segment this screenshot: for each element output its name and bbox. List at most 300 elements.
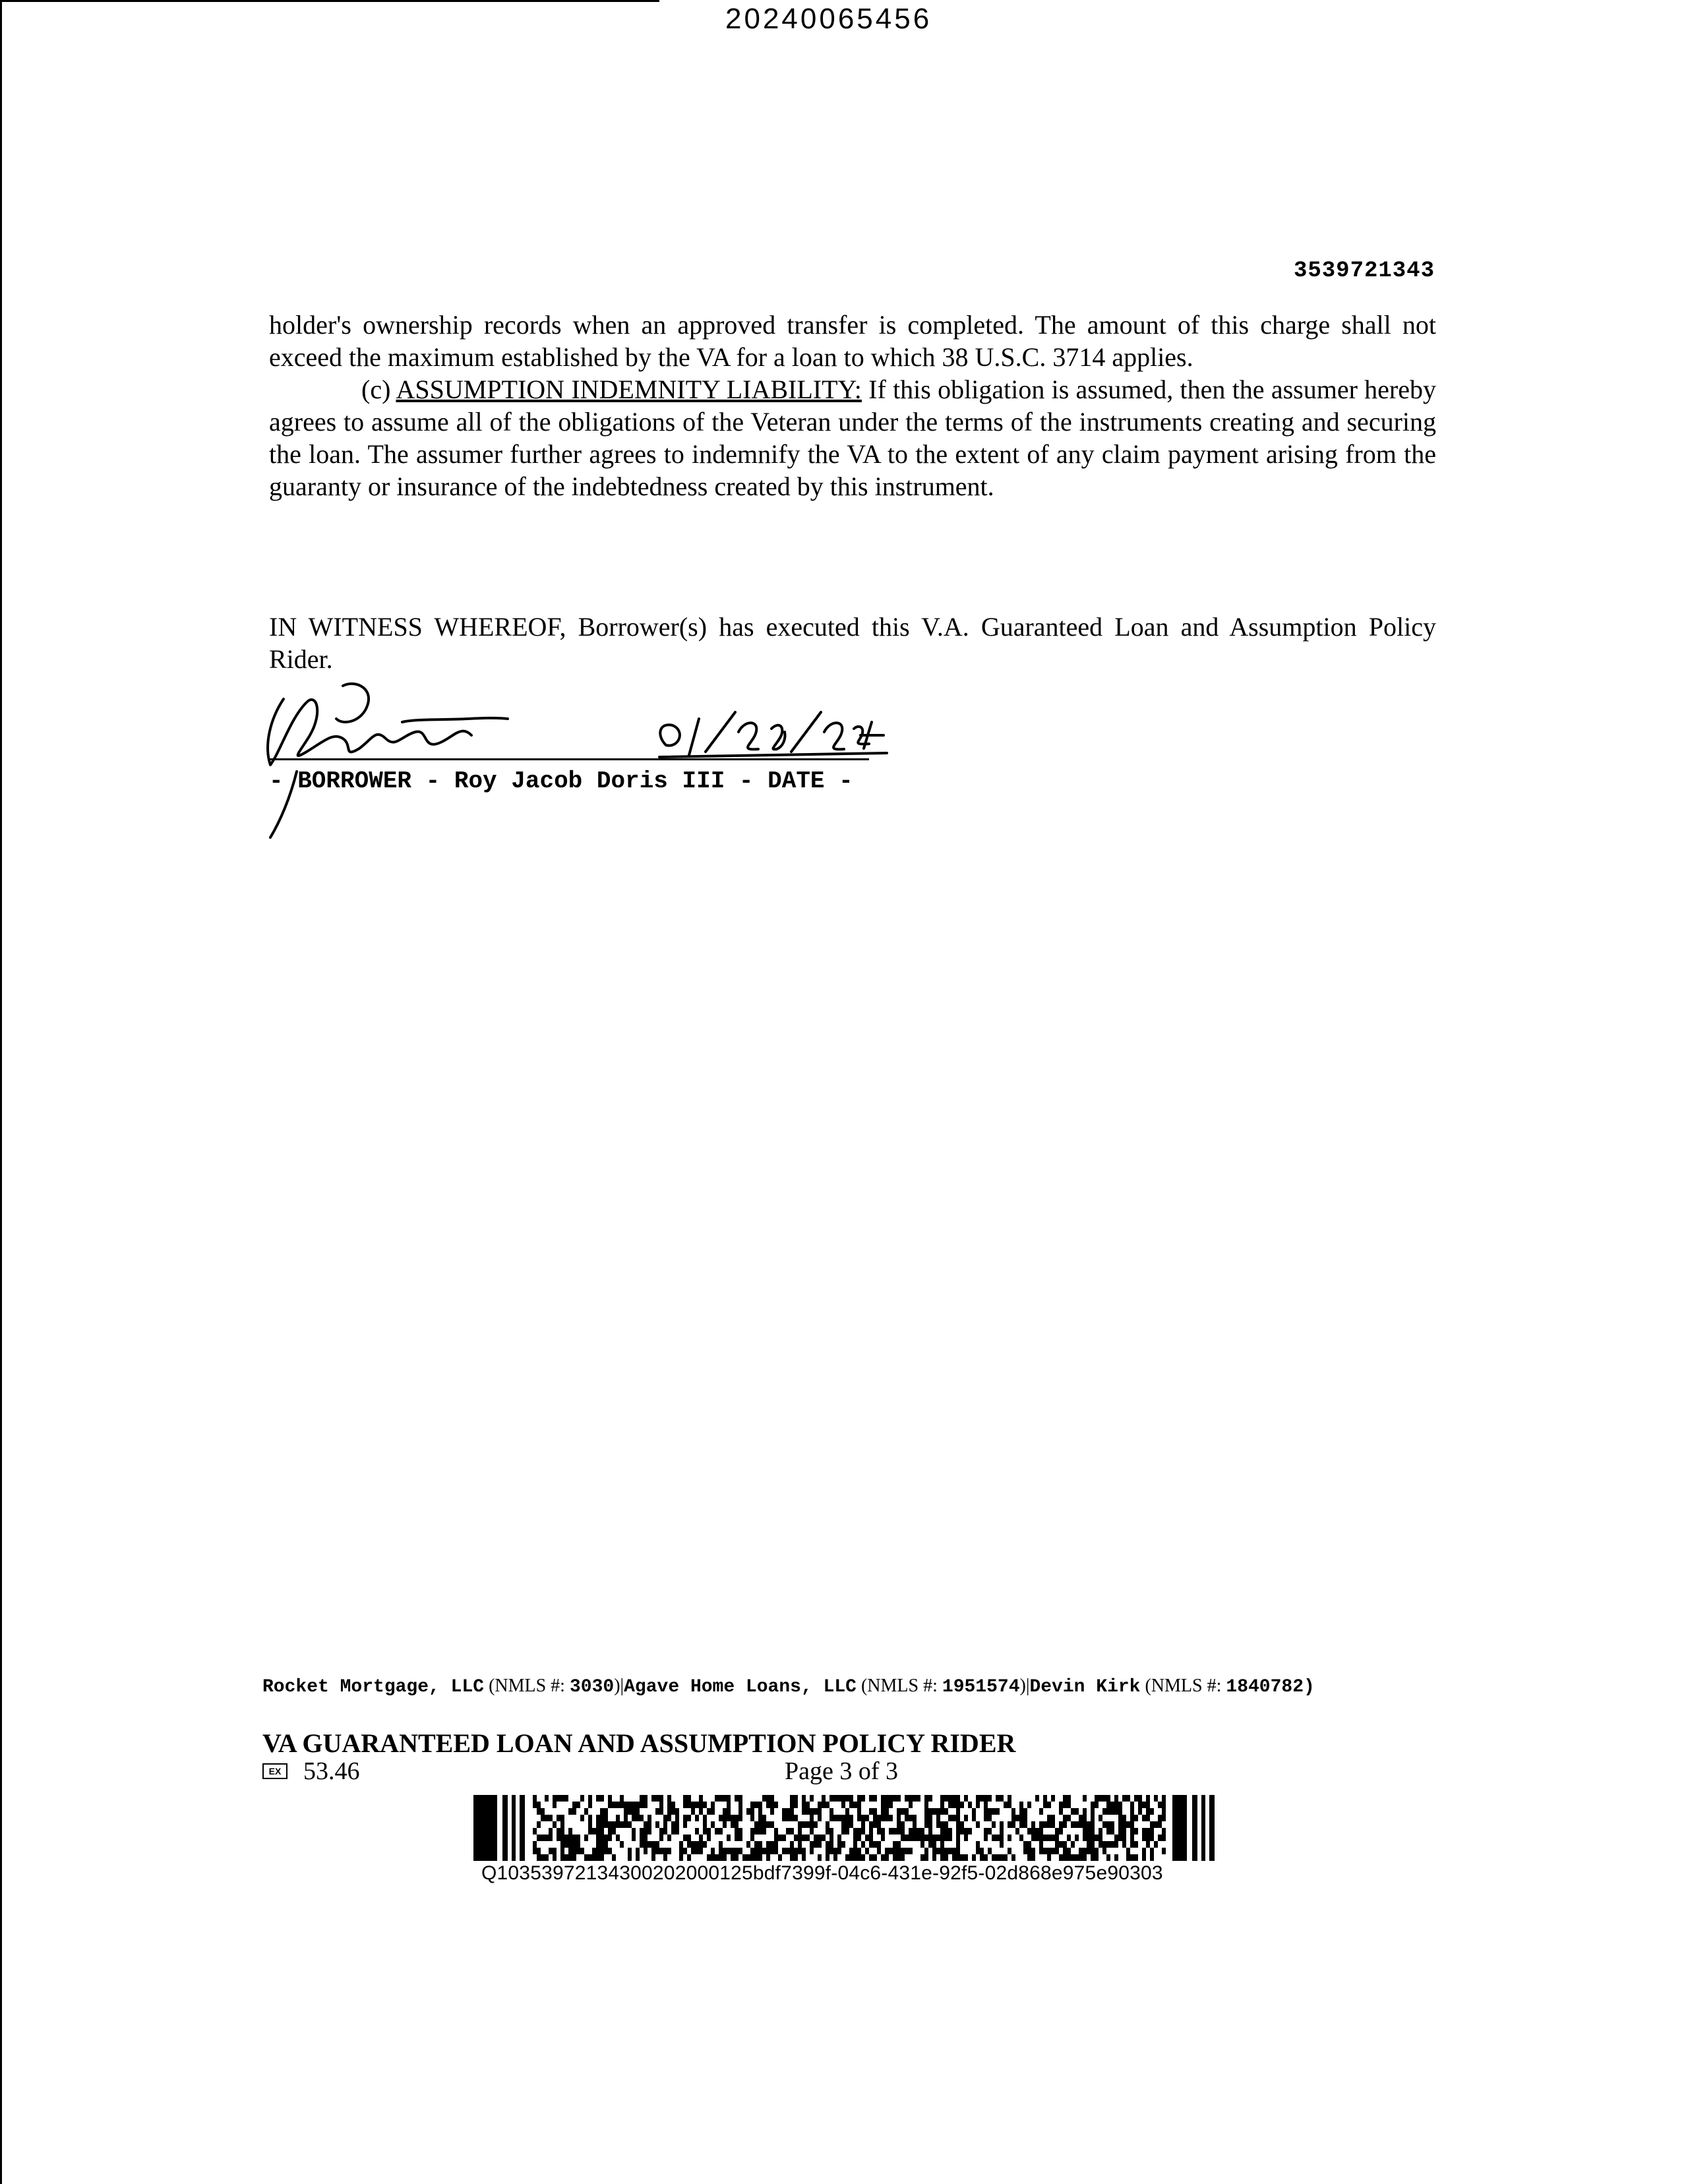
barcode-module (968, 1828, 972, 1835)
barcode-module (893, 1828, 897, 1835)
barcode-module (723, 1848, 727, 1854)
barcode-module (758, 1828, 762, 1835)
barcode-module (960, 1821, 964, 1828)
barcode-module (877, 1821, 881, 1828)
barcode-module (924, 1835, 928, 1841)
barcode-module (952, 1802, 956, 1808)
barcode-module (1110, 1828, 1114, 1835)
barcode-module (865, 1848, 869, 1854)
barcode-module (640, 1828, 644, 1835)
barcode-module (541, 1835, 545, 1841)
barcode-module (984, 1808, 988, 1815)
barcode-module (1023, 1821, 1027, 1828)
barcode-module (794, 1795, 798, 1802)
barcode-module (1059, 1821, 1063, 1828)
barcode-module (667, 1848, 671, 1854)
barcode-module (568, 1854, 572, 1861)
barcode-module (655, 1821, 659, 1828)
barcode-module (1059, 1828, 1063, 1835)
barcode-module (889, 1848, 893, 1854)
barcode-module (782, 1808, 786, 1815)
witness-statement: IN WITNESS WHEREOF, Borrower(s) has executed this V.A. Guaranteed Loan and Assumption Policy Rider. (269, 612, 1436, 674)
barcode-module (992, 1821, 996, 1828)
barcode-module (572, 1841, 576, 1848)
barcode-module (1142, 1854, 1146, 1861)
barcode-module (810, 1821, 814, 1828)
barcode-module (557, 1835, 560, 1841)
nmls-close: ) (1304, 1677, 1315, 1697)
barcode-module (956, 1821, 960, 1828)
barcode-module (719, 1848, 723, 1854)
barcode-module (1114, 1808, 1118, 1815)
barcode-module (826, 1828, 829, 1835)
barcode-module (948, 1802, 952, 1808)
barcode-module (940, 1808, 944, 1815)
barcode-module (699, 1802, 703, 1808)
barcode-module (1102, 1841, 1106, 1848)
barcode-module (1063, 1841, 1067, 1848)
barcode-module (727, 1835, 731, 1841)
barcode-module (853, 1841, 857, 1848)
barcode-module (928, 1835, 932, 1841)
barcode-module (560, 1821, 564, 1828)
barcode-module (1110, 1821, 1114, 1828)
form-title: VA GUARANTEED LOAN AND ASSUMPTION POLICY RIDER (262, 1728, 1016, 1758)
barcode-module (1031, 1835, 1035, 1841)
barcode-module (731, 1854, 735, 1861)
barcode-module (802, 1835, 806, 1841)
nmls-label: (NMLS #: (484, 1676, 570, 1696)
barcode-module (758, 1808, 762, 1815)
barcode-module (936, 1808, 940, 1815)
barcode-module (731, 1821, 735, 1828)
barcode-module (909, 1795, 913, 1802)
barcode-module (988, 1815, 992, 1821)
paragraph-transfer-charge: holder's ownership records when an approved transfer is completed. The amount of this charge shall not exceed the maximum established by the VA for a loan to which 38 U.S.C. 3714 applies. (269, 310, 1436, 372)
barcode-module (849, 1815, 853, 1821)
barcode-module (928, 1828, 932, 1835)
barcode-module (932, 1848, 936, 1854)
barcode-module (1039, 1821, 1043, 1828)
barcode-module (1063, 1795, 1067, 1802)
barcode-module (683, 1848, 687, 1854)
barcode-module (644, 1828, 648, 1835)
barcode-module (1146, 1802, 1150, 1808)
barcode-module (857, 1802, 861, 1808)
barcode-module (885, 1848, 889, 1854)
barcode-module (659, 1808, 663, 1815)
barcode-module (687, 1795, 691, 1802)
barcode-module (928, 1795, 932, 1802)
barcode-module (924, 1815, 928, 1821)
barcode-module (592, 1848, 596, 1854)
barcode-module (853, 1854, 857, 1861)
barcode-module (818, 1835, 822, 1841)
barcode-module (1087, 1835, 1091, 1841)
barcode-module (857, 1854, 861, 1861)
barcode-module (829, 1835, 833, 1841)
barcode-module (612, 1821, 616, 1828)
barcode-module (600, 1854, 604, 1861)
barcode-module (1118, 1815, 1122, 1821)
barcode-module (667, 1815, 671, 1821)
barcode-module (1095, 1854, 1099, 1861)
barcode-module (600, 1848, 604, 1854)
barcode-module (988, 1848, 992, 1854)
barcode-module (691, 1808, 695, 1815)
barcode-module (1015, 1828, 1019, 1835)
barcode-module (782, 1835, 786, 1841)
barcode-module (845, 1828, 849, 1835)
barcode-module (1019, 1802, 1023, 1808)
barcode-module (897, 1841, 901, 1848)
barcode-module (750, 1848, 754, 1854)
barcode-module (687, 1841, 691, 1848)
nmls-label: (NMLS #: (1140, 1676, 1226, 1696)
barcode-module (1051, 1795, 1055, 1802)
barcode-module (1162, 1802, 1166, 1808)
barcode-module (1126, 1795, 1130, 1802)
barcode-module (940, 1828, 944, 1835)
barcode-module (1031, 1848, 1035, 1854)
barcode-module (703, 1841, 707, 1848)
barcode-module (928, 1821, 932, 1828)
barcode-module (1008, 1802, 1011, 1808)
barcode-module (723, 1821, 727, 1828)
barcode-module (794, 1835, 798, 1841)
barcode-module (584, 1808, 588, 1815)
barcode-module (849, 1854, 853, 1861)
barcode-module (541, 1854, 545, 1861)
lender-disclosure (262, 1675, 1436, 1699)
barcode-module (553, 1854, 557, 1861)
barcode-module (786, 1828, 790, 1835)
barcode-module (473, 1795, 497, 1861)
barcode-module (1063, 1815, 1067, 1821)
barcode-module (576, 1835, 580, 1841)
barcode-module (972, 1808, 976, 1815)
barcode-module (1023, 1848, 1027, 1854)
barcode-module (837, 1795, 841, 1802)
barcode-module (537, 1802, 541, 1808)
barcode-module (873, 1841, 877, 1848)
barcode-module (648, 1821, 651, 1828)
barcode-module (940, 1854, 944, 1861)
barcode-module (1091, 1821, 1095, 1828)
barcode-module (651, 1795, 655, 1802)
barcode-module (1192, 1795, 1197, 1861)
barcode-module (964, 1828, 968, 1835)
barcode-module (1118, 1802, 1122, 1808)
barcode-module (976, 1841, 980, 1848)
barcode-module (572, 1808, 576, 1815)
barcode-module (992, 1835, 996, 1841)
barcode-module (1091, 1828, 1095, 1835)
barcode-module (936, 1848, 940, 1854)
barcode-module (1067, 1835, 1071, 1841)
barcode-module (806, 1821, 810, 1828)
barcode-module (857, 1835, 861, 1841)
barcode-module (624, 1802, 628, 1808)
barcode-module (679, 1841, 683, 1848)
barcode-module (1067, 1854, 1071, 1861)
barcode-module (889, 1815, 893, 1821)
barcode-module (901, 1835, 905, 1841)
barcode-module (683, 1835, 687, 1841)
barcode-module (707, 1828, 711, 1835)
barcode-module (849, 1821, 853, 1828)
form-badge-icon: EX (262, 1763, 287, 1779)
barcode-module (750, 1815, 754, 1821)
barcode-module (1039, 1848, 1043, 1854)
barcode-module (1134, 1815, 1138, 1821)
barcode-module (632, 1835, 636, 1841)
barcode-module (1162, 1828, 1166, 1835)
barcode-module (790, 1854, 794, 1861)
barcode-module (841, 1828, 845, 1835)
barcode-module (553, 1802, 557, 1808)
barcode-module (829, 1848, 833, 1854)
barcode-module (833, 1848, 837, 1854)
barcode-module (762, 1795, 766, 1802)
barcode-module (881, 1795, 885, 1802)
barcode-module (659, 1835, 663, 1841)
barcode-module (1023, 1808, 1027, 1815)
barcode-module (1102, 1821, 1106, 1828)
barcode-module (917, 1795, 920, 1802)
barcode-module (727, 1808, 731, 1815)
barcode-module (750, 1802, 754, 1808)
barcode-module (520, 1795, 525, 1861)
barcode-module (1067, 1802, 1071, 1808)
paragraph-assumption-indemnity (269, 373, 1436, 502)
barcode-module (893, 1848, 897, 1854)
barcode-module (568, 1848, 572, 1854)
barcode-module (667, 1835, 671, 1841)
nmls-number: 1840782 (1226, 1677, 1304, 1697)
barcode-module (802, 1802, 806, 1808)
barcode-module (992, 1854, 996, 1861)
barcode-module (1039, 1841, 1043, 1848)
barcode-module (699, 1795, 703, 1802)
barcode-module (1095, 1795, 1099, 1802)
barcode-module (877, 1841, 881, 1848)
barcode-module (1091, 1808, 1095, 1815)
barcode-module (1150, 1808, 1154, 1815)
barcode-module (557, 1828, 560, 1835)
barcode-module (869, 1795, 873, 1802)
barcode-module (738, 1828, 742, 1835)
paragraph-prefix: (c) (361, 375, 396, 404)
barcode-module (885, 1854, 889, 1861)
barcode-module (1071, 1821, 1075, 1828)
barcode-module (988, 1795, 992, 1802)
barcode-module (612, 1854, 616, 1861)
barcode-module (632, 1808, 636, 1815)
barcode-module (1106, 1828, 1110, 1835)
barcode-module (897, 1808, 901, 1815)
barcode-module (944, 1821, 948, 1828)
barcode-module (857, 1828, 861, 1835)
barcode-module (909, 1835, 913, 1841)
barcode-module (568, 1828, 572, 1835)
form-identifier (262, 1757, 360, 1786)
barcode-module (829, 1841, 833, 1848)
barcode-module (628, 1808, 632, 1815)
barcode-module (893, 1795, 897, 1802)
barcode-module (608, 1821, 612, 1828)
barcode-module (810, 1808, 814, 1815)
barcode-module (1055, 1828, 1059, 1835)
barcode-module (604, 1841, 608, 1848)
barcode-module (632, 1828, 636, 1835)
barcode-module (778, 1835, 782, 1841)
barcode-module (596, 1848, 600, 1854)
barcode-module (980, 1795, 984, 1802)
barcode-module (956, 1854, 960, 1861)
barcode-module (1051, 1821, 1055, 1828)
barcode-module (1008, 1795, 1011, 1802)
barcode-module (600, 1815, 604, 1821)
barcode-module (651, 1841, 655, 1848)
barcode-module (537, 1821, 541, 1828)
barcode-module (1142, 1835, 1146, 1841)
barcode-module (1154, 1795, 1158, 1802)
barcode-module (1146, 1815, 1150, 1821)
barcode-module (703, 1821, 707, 1828)
barcode-module (869, 1835, 873, 1841)
barcode-module (956, 1841, 960, 1848)
barcode-module (924, 1802, 928, 1808)
barcode-module (568, 1835, 572, 1841)
barcode-module (560, 1854, 564, 1861)
barcode-module (592, 1854, 596, 1861)
barcode-module (533, 1841, 537, 1848)
barcode-module (1106, 1841, 1110, 1848)
barcode-module (996, 1854, 1000, 1861)
barcode-module (533, 1795, 537, 1802)
barcode-module (1047, 1802, 1051, 1808)
barcode-module (873, 1821, 877, 1828)
barcode-module (1043, 1802, 1047, 1808)
barcode-module (964, 1795, 968, 1802)
barcode-module (640, 1795, 644, 1802)
barcode-module (873, 1854, 877, 1861)
barcode-module (1122, 1841, 1126, 1848)
barcode-module (901, 1828, 905, 1835)
barcode-module (841, 1841, 845, 1848)
barcode-module (798, 1841, 802, 1848)
barcode-module (711, 1854, 715, 1861)
barcode-module (1000, 1795, 1004, 1802)
barcode-module (640, 1815, 644, 1821)
barcode-module (1158, 1835, 1162, 1841)
barcode-module (735, 1795, 738, 1802)
barcode-module (826, 1802, 829, 1808)
barcode-module (1043, 1848, 1047, 1854)
barcode-module (1091, 1854, 1095, 1861)
barcode-module (731, 1815, 735, 1821)
barcode-module (659, 1828, 663, 1835)
barcode-module (984, 1854, 988, 1861)
barcode-module (762, 1828, 766, 1835)
barcode-module (1130, 1828, 1134, 1835)
barcode-module (616, 1802, 620, 1808)
barcode-module (533, 1828, 537, 1835)
barcode-module (663, 1821, 667, 1828)
barcode-module (683, 1802, 687, 1808)
barcode-module (600, 1795, 604, 1802)
barcode-module (1019, 1821, 1023, 1828)
signature-caption: - BORROWER - Roy Jacob Doris III - DATE - (269, 768, 853, 795)
barcode-module (1008, 1835, 1011, 1841)
barcode-module (746, 1841, 750, 1848)
barcode-module (564, 1854, 568, 1861)
barcode-module (940, 1848, 944, 1854)
barcode-module (1118, 1828, 1122, 1835)
barcode-module (549, 1848, 553, 1854)
barcode-module (1150, 1848, 1154, 1854)
barcode-module (841, 1795, 845, 1802)
barcode-module (750, 1828, 754, 1835)
barcode-module (802, 1795, 806, 1802)
barcode-module (758, 1854, 762, 1861)
barcode-module (731, 1848, 735, 1854)
barcode-module (1019, 1815, 1023, 1821)
barcode-module (1000, 1828, 1004, 1835)
barcode-module (861, 1841, 865, 1848)
barcode-module (1067, 1815, 1071, 1821)
barcode-module (758, 1802, 762, 1808)
barcode-module (1067, 1795, 1071, 1802)
barcode-module (671, 1802, 675, 1808)
barcode-module (762, 1821, 766, 1828)
barcode-module (644, 1795, 648, 1802)
barcode-module (588, 1854, 592, 1861)
barcode-module (576, 1848, 580, 1854)
barcode-module (1008, 1821, 1011, 1828)
barcode-module (1039, 1808, 1043, 1815)
barcode-module (1122, 1795, 1126, 1802)
barcode-module (608, 1802, 612, 1808)
barcode-module (699, 1841, 703, 1848)
barcode-module (758, 1821, 762, 1828)
barcode-module (932, 1808, 936, 1815)
barcode-module (541, 1808, 545, 1815)
barcode-module (1106, 1795, 1110, 1802)
barcode-module (1039, 1835, 1043, 1841)
barcode-module (948, 1795, 952, 1802)
barcode-module (857, 1848, 861, 1854)
barcode-module (1075, 1808, 1079, 1815)
barcode-module (1011, 1808, 1015, 1815)
barcode-module (620, 1821, 624, 1828)
barcode-module (564, 1835, 568, 1841)
barcode-module (897, 1795, 901, 1802)
barcode-module (853, 1848, 857, 1854)
barcode-module (628, 1802, 632, 1808)
barcode-module (727, 1802, 731, 1808)
barcode-module (1027, 1828, 1031, 1835)
barcode-module (920, 1828, 924, 1835)
barcode-module (671, 1821, 675, 1828)
barcode-module (750, 1808, 754, 1815)
assumption-indemnity-heading: ASSUMPTION INDEMNITY LIABILITY: (396, 375, 862, 404)
barcode-module (944, 1795, 948, 1802)
barcode-module (913, 1815, 917, 1821)
barcode-module (703, 1815, 707, 1821)
barcode-module (596, 1854, 600, 1861)
